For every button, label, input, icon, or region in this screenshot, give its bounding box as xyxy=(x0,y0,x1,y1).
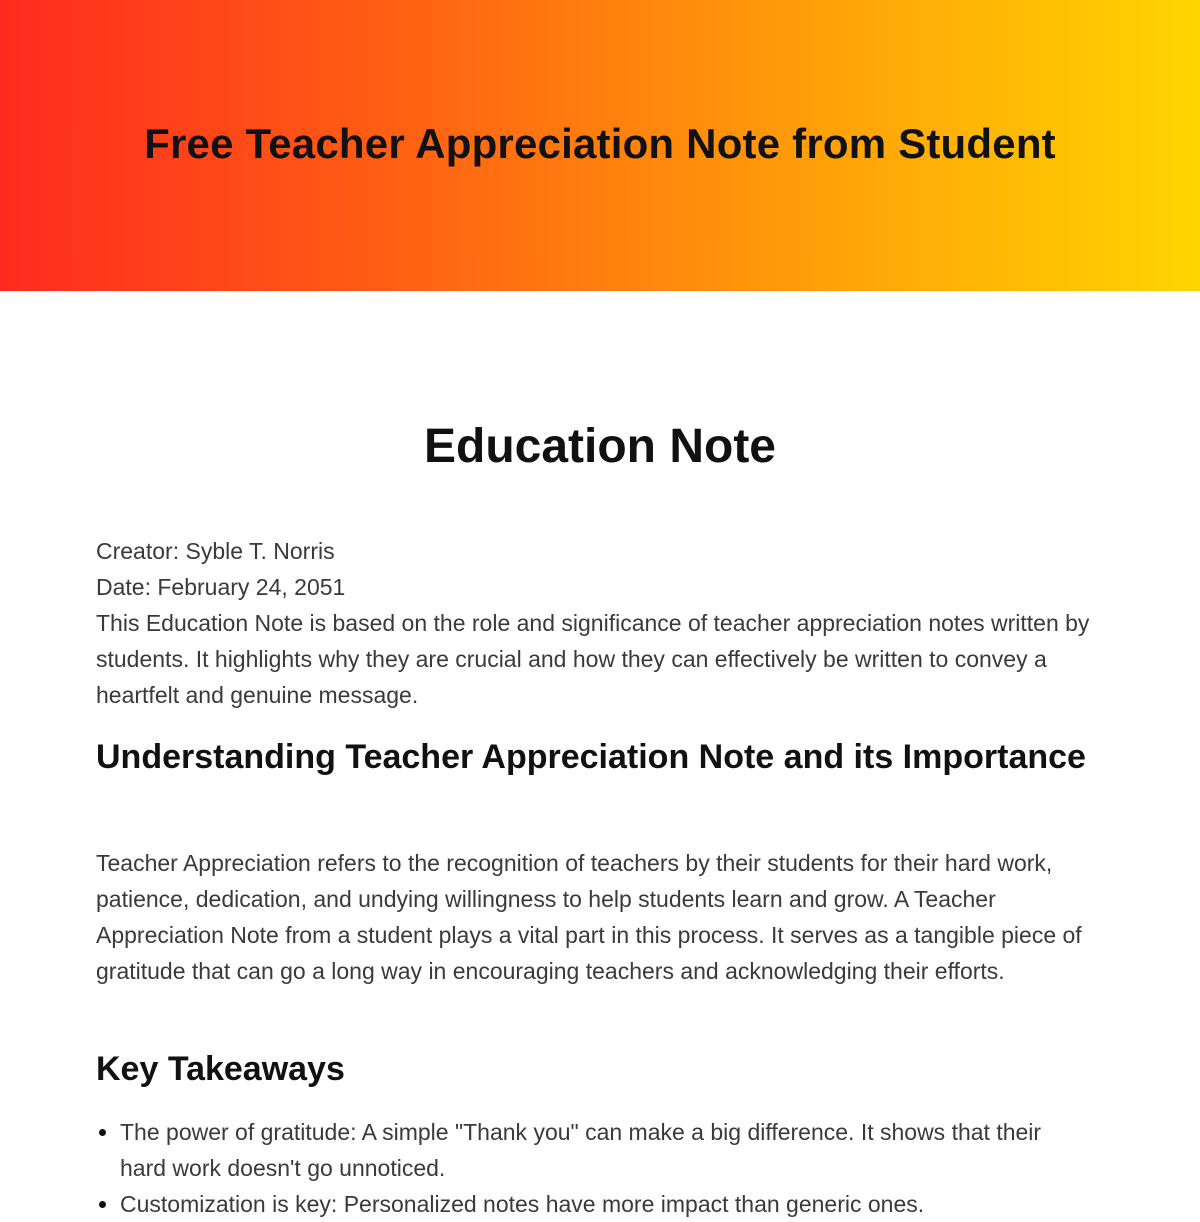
creator-line: Creator: Syble T. Norris xyxy=(96,538,335,564)
list-item: • Customization is key: Personalized notes have more impact than generic ones. xyxy=(120,1186,1080,1222)
banner-title: Free Teacher Appreciation Note from Student xyxy=(144,119,1056,167)
header-banner xyxy=(0,0,1200,291)
intro-paragraph: This Education Note is based on the role and significance of teacher appreciation notes written by students. It highlights why they are crucial and how they can effectively be written to convey a heartfelt and genuine message. xyxy=(96,610,1090,708)
section-heading-takeaways: Key Takeaways xyxy=(96,1050,345,1088)
date-line: Date: February 24, 2051 xyxy=(96,574,346,600)
takeaways-list xyxy=(96,1114,1080,1222)
document-meta xyxy=(96,533,1096,713)
section-heading-importance: Understanding Teacher Appreciation Note and its Importance xyxy=(96,738,1086,776)
document-title: Education Note xyxy=(423,420,776,473)
section-paragraph-importance: Teacher Appreciation refers to the recognition of teachers by their students for their hard work, patience, dedication, and undying willingness to help students learn and grow. A Teacher Appreciation Note from a student plays a vital part in this process. It serves as a tangible piece of gratitude that can go a long way in encouraging teachers and acknowledging their efforts. xyxy=(96,850,1082,984)
list-item: • The power of gratitude: A simple "Thank you" can make a big difference. It shows that their hard work doesn't go unnoticed. xyxy=(120,1114,1080,1186)
